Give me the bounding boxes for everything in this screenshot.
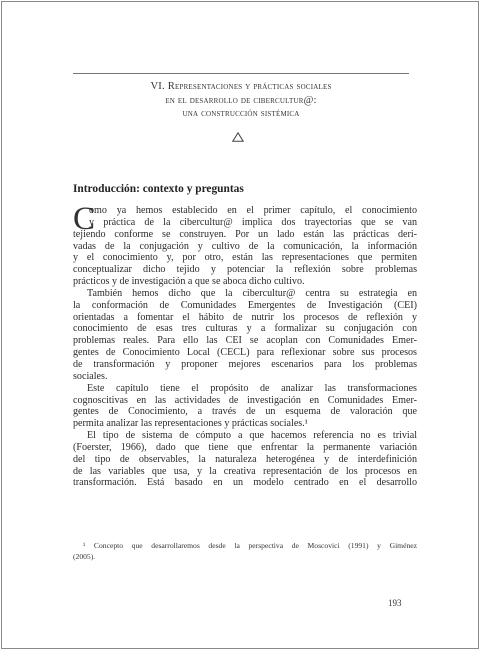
text-line: y práctica de la cibercultur@ implica dos trayectorias que se van bbox=[89, 216, 417, 228]
chapter-title-line: una construcción sistémica bbox=[182, 108, 300, 119]
text-line: tejiendo conforme se construyen. Por un lado están las prácticas deri- bbox=[73, 228, 417, 240]
text-line: vadas de la conjugación y cultivo de la comunicación, la información bbox=[73, 240, 417, 252]
page-number: 193 bbox=[388, 598, 402, 608]
text-line: y el conocimiento y, por otro, están las representaciones que permiten bbox=[73, 252, 417, 264]
text-line: de las variables que usa, y la creativa representación de los procesos en bbox=[73, 465, 417, 477]
text-line: sociales. bbox=[73, 370, 108, 382]
text-line: omo ya hemos establecido en el primer capítulo, el conocimiento bbox=[89, 205, 417, 216]
text-line: gentes de Conocimiento, a través de un esquema de valoración que bbox=[73, 406, 417, 418]
body-text bbox=[73, 201, 417, 489]
text-line: de transformación y proponer mejores escenarios para los problemas bbox=[73, 358, 417, 370]
footnote-line: (2005). bbox=[73, 552, 96, 562]
text-line: El tipo de sistema de cómputo a que hacemos referencia no es trivial bbox=[87, 430, 417, 442]
text-line: orientadas a fomentar el hábito de nutrir los procesos de reflexión y bbox=[73, 311, 417, 323]
text-line: (Foerster, 1966), dado que tiene que enfrentar la permanente variación bbox=[73, 441, 417, 453]
text-line: Este capítulo tiene el propósito de analizar las transformaciones bbox=[87, 382, 417, 394]
section-heading: Introducción: contexto y preguntas bbox=[73, 183, 244, 195]
triangle-ornament-icon bbox=[232, 132, 244, 142]
text-line: También hemos dicho que la cibercultur@ centra su estrategia en bbox=[87, 287, 417, 299]
footnote bbox=[73, 540, 417, 562]
header-rule bbox=[73, 73, 409, 74]
text-line: transformación. Está basado en un modelo centrado en el desarrollo bbox=[73, 477, 417, 489]
text-line: problemas reales. Para ello las CEI se acoplan con Comunidades Emer- bbox=[73, 335, 417, 347]
text-line: permita analizar las representaciones y prácticas sociales.¹ bbox=[73, 418, 308, 430]
footnote-line: ¹ Concepto que desarrollaremos desde la perspectiva de Moscovici (1991) y Giménez bbox=[83, 541, 417, 550]
text-line: conocimiento de esas tres culturas y a formalizar su conjugación con bbox=[73, 323, 417, 335]
text-line: la conformación de Comunidades Emergentes de Investigación (CEI) bbox=[73, 299, 417, 311]
text-line: conceptualizar dicho tejido y potenciar la reflexión sobre problemas bbox=[73, 264, 417, 276]
chapter-title bbox=[73, 80, 409, 121]
chapter-title-line: VI. Representaciones y prácticas sociales bbox=[150, 81, 332, 92]
text-line: cognoscitivas en las actividades de investigación en Comunidades Emer- bbox=[73, 394, 417, 406]
text-line: gentes de Conocimiento Local (CECL) para reflexionar sobre sus procesos bbox=[73, 347, 417, 359]
text-line: del tipo de observables, la naturaleza heterogénea y de interdefinición bbox=[73, 453, 417, 465]
drop-cap: C bbox=[73, 201, 96, 237]
chapter-title-line: en el desarrollo de cibercultur@: bbox=[165, 94, 317, 106]
text-line: prácticos y de investigación a que se aboca dicho cultivo. bbox=[73, 276, 305, 288]
